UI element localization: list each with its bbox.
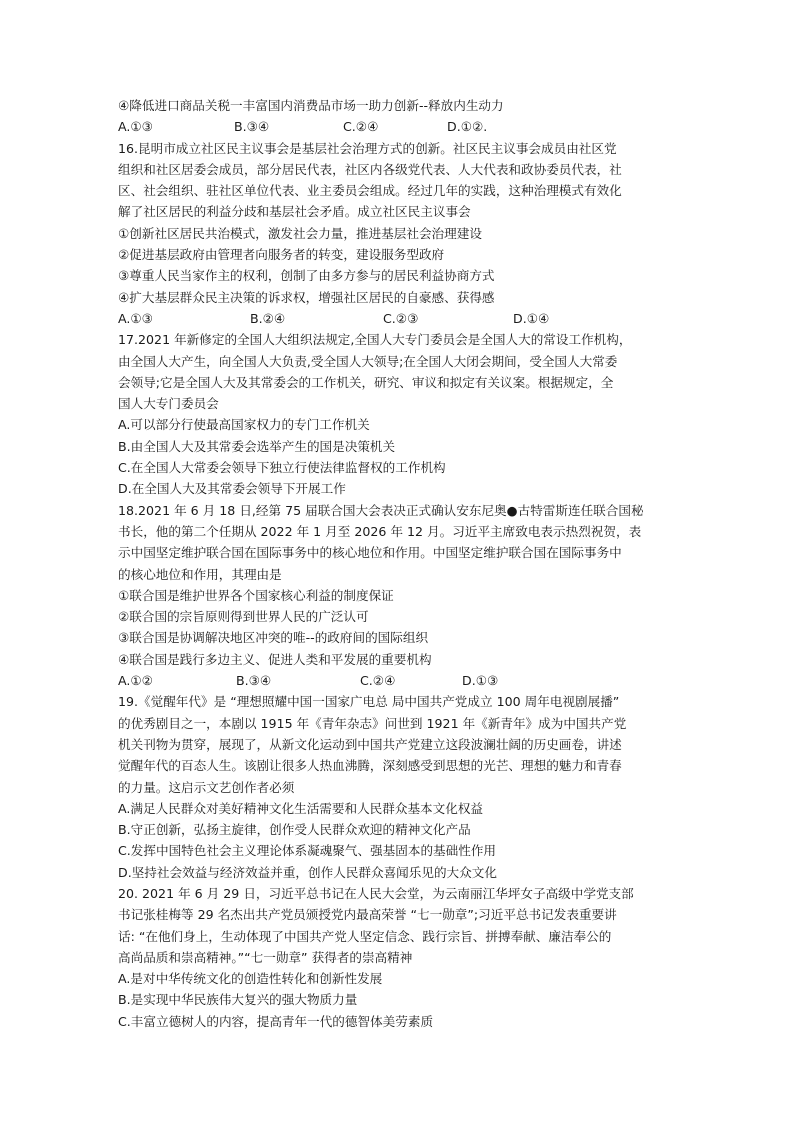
q18-option-d: D.①③	[462, 673, 499, 689]
q19-stem-line: 19.《觉醒年代》是 “理想照耀中国一国家广电总 局中国共产党成立 100 周年电视剧展播”	[118, 694, 620, 710]
q16-options	[118, 308, 678, 329]
exam-page	[118, 95, 678, 1032]
q16-option-c: C.②③	[383, 310, 419, 326]
q19-choice-c: C.发挥中国特色社会主义理论体系凝魂聚气、强基固本的基础性作用	[118, 843, 497, 859]
q19-stem-line: 机关刊物为贯穿，展现了，从新文化运动到中国共产党建立这段波澜壮阔的历史画卷，讲述	[118, 736, 622, 752]
q17-stem-line: 17.2021 年新修定的全国人大组织法规定,全国人大专门委员会是全国人大的常设工作机构，	[118, 332, 632, 348]
q15-options	[118, 116, 678, 137]
q16-item-1: ①创新社区居民共治模式，激发社会力量，推进基层社会治理建设	[118, 225, 482, 241]
q15-option-b: B.③④	[234, 119, 270, 135]
q18-item-2: ②联合国的宗旨原则得到世界人民的广泛认可	[118, 609, 369, 625]
q16-stem-line: 组织和社区居委会成员，部分居民代表，社区内各级党代表、人大代表和政协委员代表，社	[118, 161, 622, 177]
q18-stem-line: 书长，他的第二个任期从 2022 年 1 月至 2026 年 12 月。习近平主席致电表示热烈祝贺，表	[118, 523, 642, 539]
q15-option-d: D.①②.	[447, 119, 488, 135]
q16-option-b: B.②④	[250, 310, 286, 326]
q20-stem-line: 话: “在他们身上，生动体现了中国共产党人坚定信念、践行宗旨、拼搏奉献、廉洁奉公的	[118, 928, 612, 944]
q16-item-3: ③尊重人民当家作主的权利，创制了由多方参与的居民利益协商方式	[118, 268, 495, 284]
q17-stem-line: 会领导;它是全国人大及其常委会的工作机关，研究、审议和拟定有关议案。根据规定，全	[118, 374, 614, 390]
q15-option-a: A.①③	[118, 119, 153, 135]
q18-stem-line: 18.2021 年 6 月 18 日,经第 75 届联合国大会表决正式确认安东尼奥●古特雷斯连任联合国秘	[118, 502, 644, 518]
q18-option-b: B.③④	[236, 673, 272, 689]
q17-choice-a: A.可以部分行使最高国家权力的专门工作机关	[118, 417, 370, 433]
q18-item-4: ④联合国是践行多边主义、促进人类和平发展的重要机构	[118, 651, 432, 667]
q16-option-a: A.①③	[118, 310, 153, 326]
q20-choice-a: A.是对中华传统文化的创造性转化和创新性发展	[118, 971, 383, 987]
q20-choice-c: C.丰富立德树人的内容，提高青年一代的德智体美劳素质	[118, 1013, 434, 1029]
q18-option-c: C.②④	[360, 673, 396, 689]
q15-item-4: ④降低进口商品关税一丰富国内消费品市场一助力创新--释放内生动力	[118, 98, 504, 113]
q19-stem-line: 觉醒年代的百态人生。该剧让很多人热血沸腾，深刻感受到思想的光芒、理想的魅力和青春	[118, 758, 622, 774]
q18-options	[118, 670, 678, 691]
q20-stem-line: 高尚品质和崇高精神。”“七一勋章” 获得者的崇高精神	[118, 949, 413, 965]
q19-choice-b: B.守正创新，弘扬主旋律，创作受人民群众欢迎的精神文化产品	[118, 822, 471, 838]
q16-stem-line: 解了社区居民的利益分歧和基层社会矛盾。成立社区民主议事会	[118, 204, 471, 220]
q18-item-3: ③联合国是协调解决地区冲突的唯--的政府间的国际组织	[118, 630, 429, 646]
q16-stem-line: 区、社会组织、驻社区单位代表、业主委员会组成。经过几年的实践，这种治理模式有效化	[118, 183, 622, 199]
q20-stem-line: 20. 2021 年 6 月 29 日，习近平总书记在人民大会堂，为云南丽江华坪女子高级中学党支部	[118, 885, 634, 901]
q18-item-1: ①联合国是维护世界各个国家核心利益的制度保证	[118, 587, 394, 603]
q17-stem-line: 国人大专门委员会	[118, 396, 219, 412]
q16-stem-line: 16.昆明市成立社区民主议事会是基层社会治理方式的创新。社区民主议事会成员由社区党	[118, 140, 617, 156]
q18-stem-line: 示中国坚定维护联合国在国际事务中的核心地位和作用。中国坚定维护联合国在国际事务中	[118, 545, 622, 561]
q19-choice-a: A.满足人民群众对美好精神文化生活需要和人民群众基本文化权益	[118, 800, 484, 816]
q19-choice-d: D.坚持社会效益与经济效益并重，创作人民群众喜闻乐见的大众文化	[118, 864, 497, 880]
q16-option-d: D.①④	[513, 310, 550, 326]
q18-option-a: A.①②	[118, 673, 153, 689]
q17-choice-b: B.由全国人大及其常委会选举产生的国是决策机关	[118, 438, 396, 454]
q19-stem-line: 的优秀剧目之一，本剧以 1915 年《青年杂志》问世到 1921 年《新青年》成为中国共产党	[118, 715, 627, 731]
q18-stem-line: 的核心地位和作用，其理由是	[118, 566, 282, 582]
q16-item-4: ④扩大基层群众民主决策的诉求权，增强社区居民的自豪感、获得感	[118, 289, 495, 305]
q20-stem-line: 书记张桂梅等 29 名杰出共产党员颁授党内最高荣誉 “七一勋章”;习近平总书记发表重要讲	[118, 907, 617, 923]
q20-choice-b: B.是实现中华民族伟大复兴的强大物质力量	[118, 992, 358, 1008]
q16-item-2: ②促进基层政府由管理者向服务者的转变，建设服务型政府	[118, 247, 445, 263]
q15-option-c: C.②④	[343, 119, 379, 135]
q19-stem-line: 的力量。这启示文艺创作者必须	[118, 779, 295, 795]
q17-stem-line: 由全国人大产生，向全国人大负责,受全国人大领导;在全国人大闭会期间，受全国人大常委	[118, 353, 618, 369]
q17-choice-c: C.在全国人大常委会领导下独立行使法律监督权的工作机构	[118, 460, 446, 476]
q17-choice-d: D.在全国人大及其常委会领导下开展工作	[118, 481, 346, 497]
